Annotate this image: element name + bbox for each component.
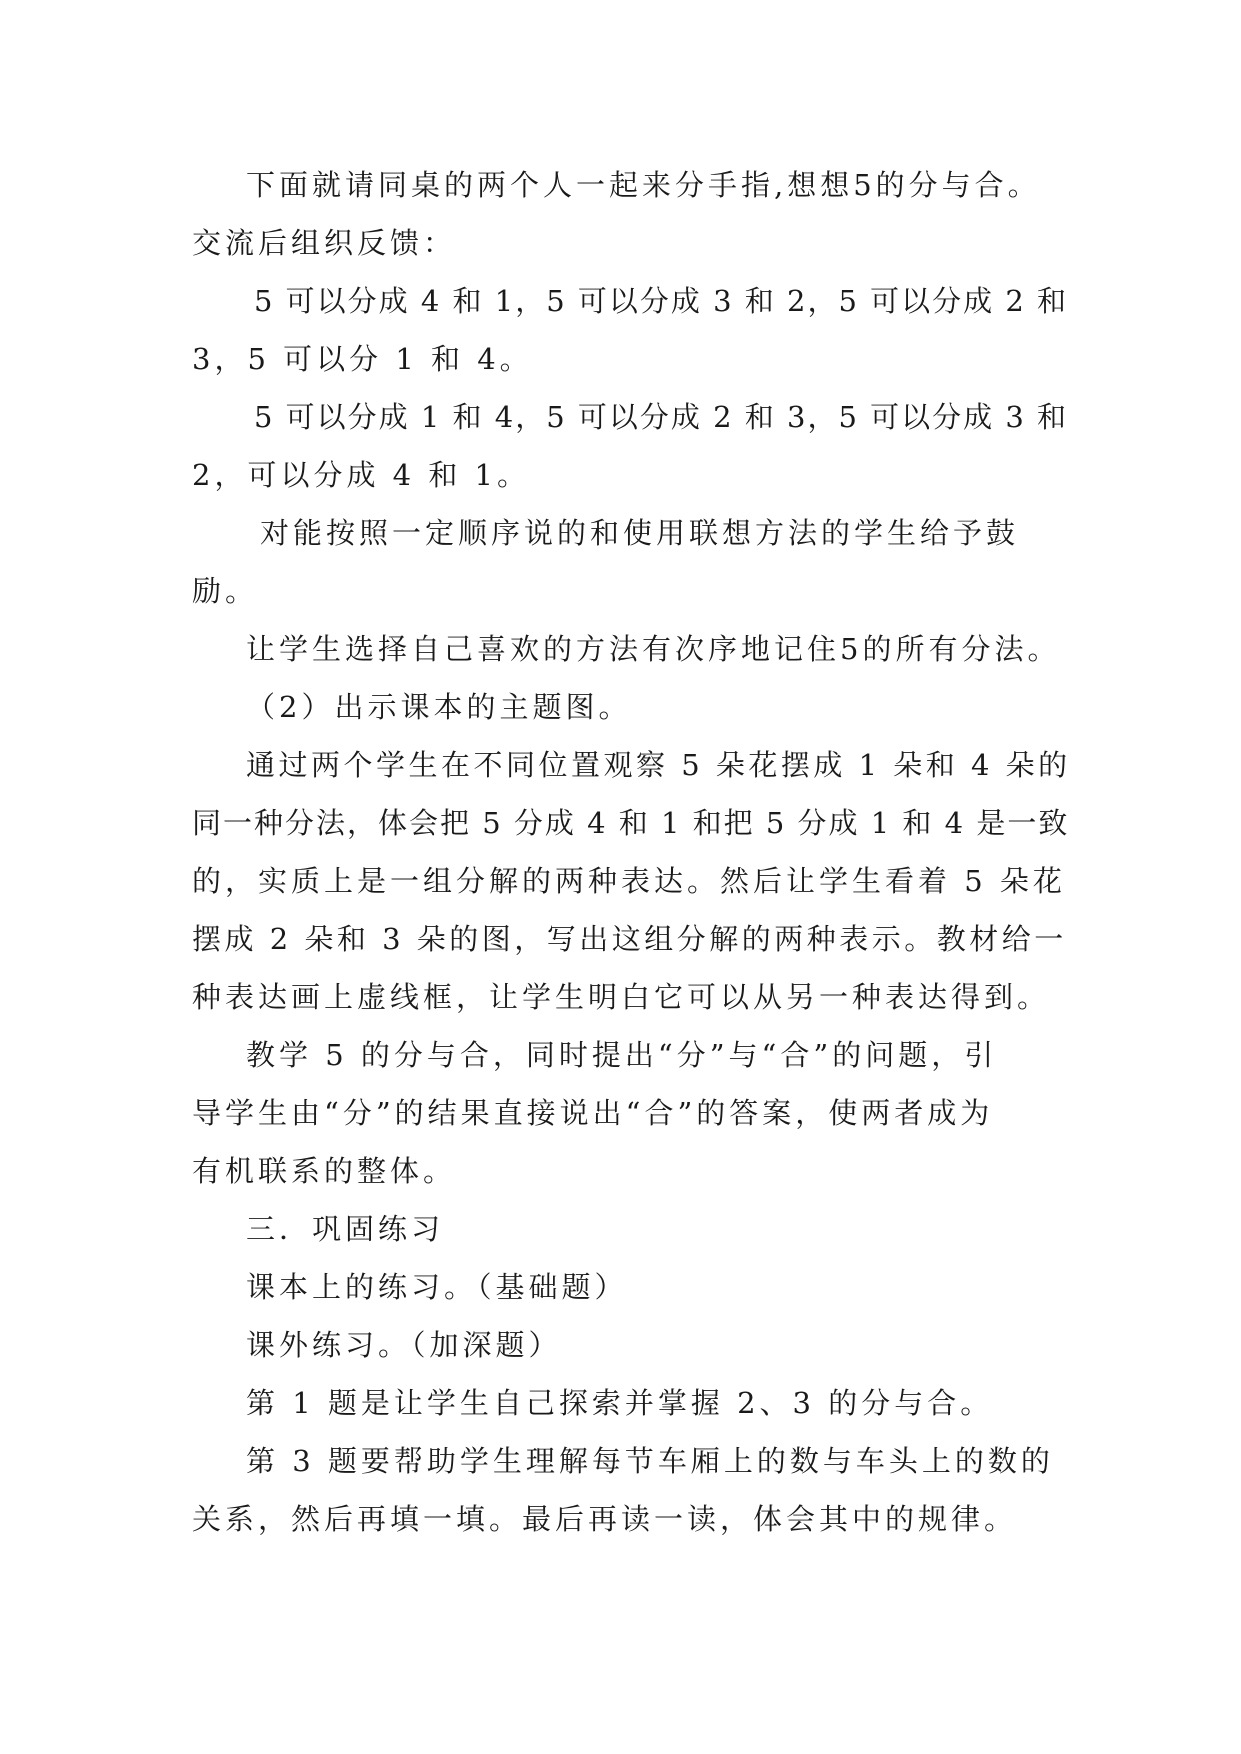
text-line: 通过两个学生在不同位置观察 5 朵花摆成 1 朵和 4 朵的 — [246, 748, 1071, 782]
text-line: （2）出示课本的主题图。 — [246, 690, 632, 724]
text-line: 5 可以分成 4 和 1，5 可以分成 3 和 2，5 可以分成 2 和 — [254, 284, 1069, 318]
text-line: 课本上的练习。（基础题） — [246, 1270, 628, 1304]
text-line: 励。 — [192, 574, 259, 608]
text-line: 2，可以分成 4 和 1。 — [192, 458, 531, 492]
text-line: 导学生由“分”的结果直接说出“合”的答案，使两者成为 — [192, 1096, 994, 1130]
text-line: 同一种分法，体会把 5 分成 4 和 1 和把 5 分成 1 和 4 是一致 — [192, 806, 1070, 840]
text-line: 有机联系的整体。 — [192, 1154, 457, 1188]
text-line: 教学 5 的分与合，同时提出“分”与“合”的问题，引 — [246, 1038, 998, 1072]
text-line: 种表达画上虚线框，让学生明白它可以从另一种表达得到。 — [192, 980, 1051, 1014]
text-line: 第 3 题要帮助学生理解每节车厢上的数与车头上的数的 — [246, 1444, 1054, 1478]
text-line: 关系，然后再填一填。最后再读一读，体会其中的规律。 — [192, 1502, 1018, 1536]
text-line: 对能按照一定顺序说的和使用联想方法的学生给予鼓 — [260, 516, 1020, 550]
text-line: 第 1 题是让学生自己探索并掌握 2、3 的分与合。 — [246, 1386, 994, 1420]
text-line: 下面就请同桌的两个人一起来分手指,想想5的分与合。 — [246, 168, 1041, 202]
text-line: 摆成 2 朵和 3 朵的图，写出这组分解的两种表示。教材给一 — [192, 922, 1067, 956]
text-line: 3，5 可以分 1 和 4。 — [192, 342, 533, 376]
text-line: 课外练习。（加深题） — [246, 1328, 562, 1362]
text-line: 5 可以分成 1 和 4，5 可以分成 2 和 3，5 可以分成 3 和 — [254, 400, 1069, 434]
text-line: 的，实质上是一组分解的两种表达。然后让学生看着 5 朵花 — [192, 864, 1066, 898]
text-line: 让学生选择自己喜欢的方法有次序地记住5的所有分法。 — [246, 632, 1061, 666]
text-line: 交流后组织反馈： — [192, 226, 457, 260]
section-heading: 三．巩固练习 — [246, 1212, 445, 1246]
